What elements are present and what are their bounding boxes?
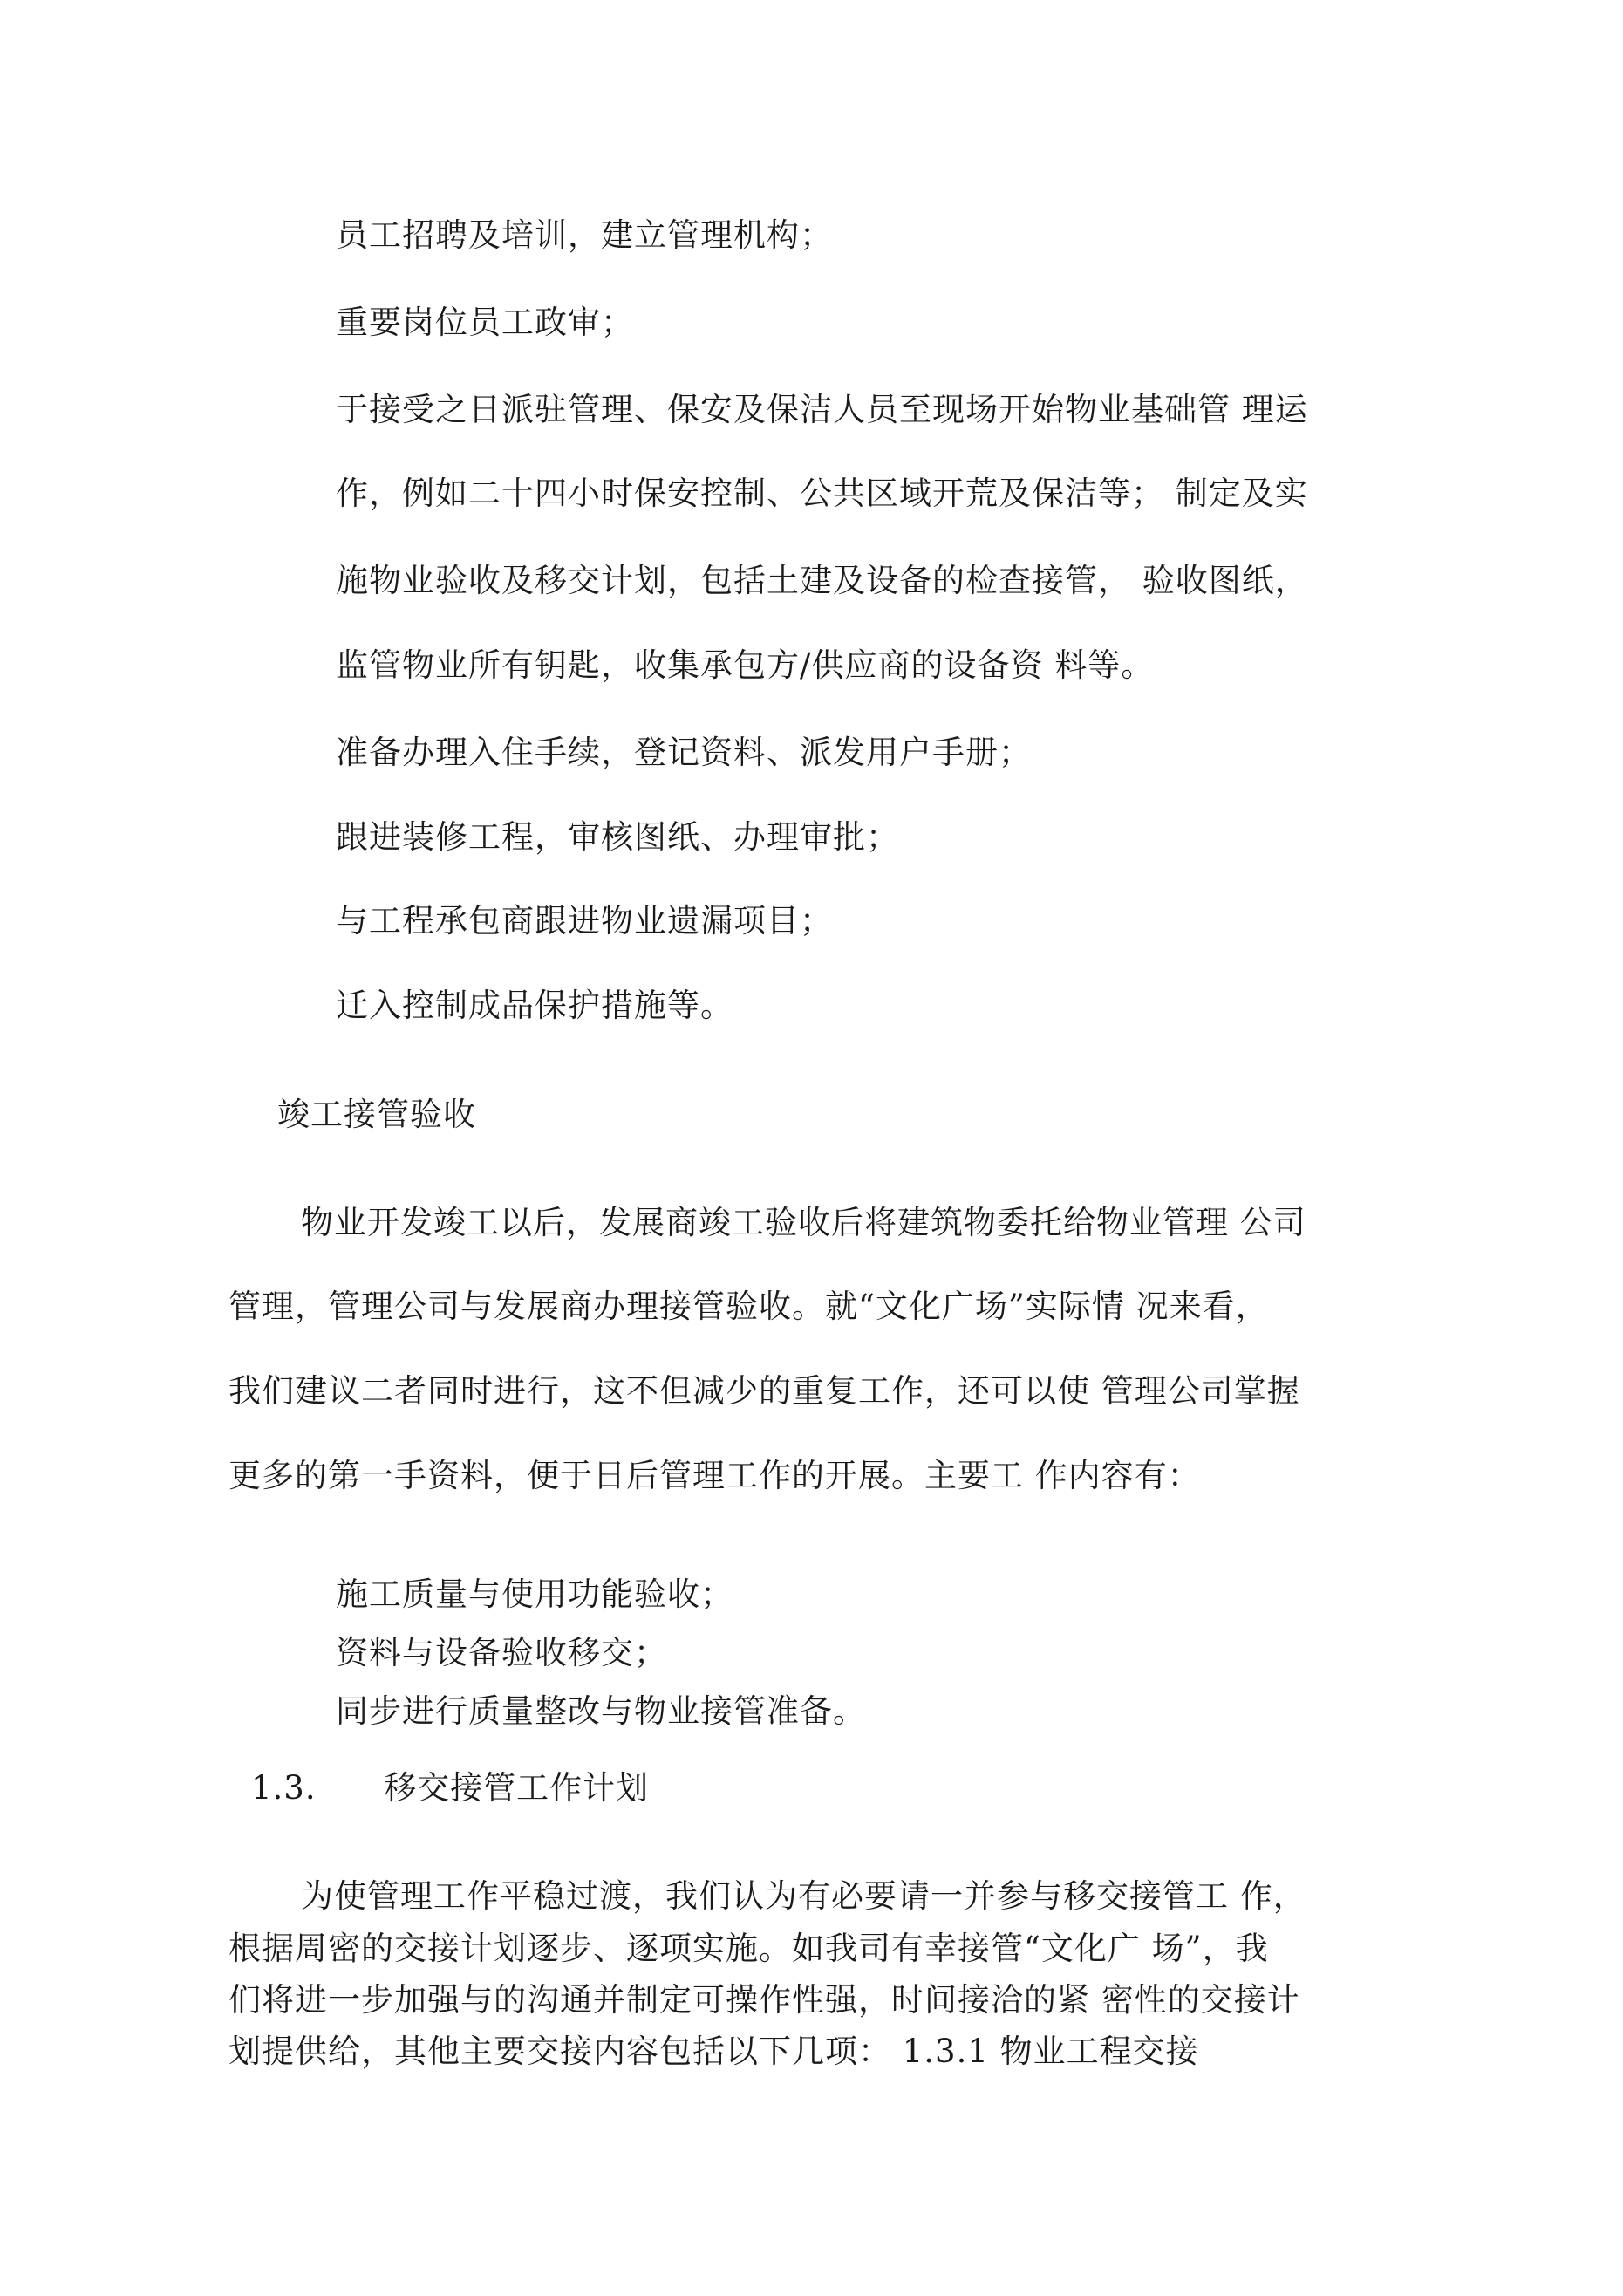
list-item: 作，例如二十四小时保安控制、公共区域开荒及保洁等； 制定及实	[336, 475, 1308, 512]
list-item: 与工程承包商跟进物业遗漏项目；	[336, 902, 833, 940]
paragraph-line: 根据周密的交接计划逐步、逐项实施。如我司有幸接管“文化广 场”，我	[228, 1930, 1269, 1967]
paragraph-line: 我们建议二者同时进行，这不但减少的重复工作，还可以使 管理公司掌握	[228, 1372, 1300, 1410]
paragraph-line: 管理，管理公司与发展商办理接管验收。就“文化广场”实际情 况来看，	[228, 1288, 1269, 1325]
paragraph-line: 们将进一步加强与的沟通并制定可操作性强，时间接洽的紧 密性的交接计	[228, 1981, 1300, 2019]
list-item: 跟进装修工程，审核图纸、办理审批；	[336, 818, 899, 856]
section-heading	[251, 1769, 649, 1807]
section-heading: 竣工接管验收	[277, 1096, 476, 1133]
paragraph-line: 物业开发竣工以后，发展商竣工验收后将建筑物委托给物业管理 公司	[301, 1204, 1306, 1241]
list-item: 重要岗位员工政审；	[336, 304, 634, 341]
paragraph-line: 更多的第一手资料，便于日后管理工作的开展。主要工 作内容有：	[228, 1457, 1201, 1494]
list-item: 资料与设备验收移交；	[336, 1634, 667, 1671]
list-item: 于接受之日派驻管理、保安及保洁人员至现场开始物业基础管 理运	[336, 391, 1308, 428]
paragraph-line: 划提供给，其他主要交接内容包括以下几项： 1.3.1 物业工程交接	[228, 2033, 1199, 2070]
section-number: 1.3.	[251, 1769, 317, 1807]
list-item: 同步进行质量整改与物业接管准备。	[336, 1692, 866, 1730]
list-item: 施物业验收及移交计划，包括土建及设备的检查接管， 验收图纸，	[336, 562, 1308, 599]
list-item: 迁入控制成品保护措施等。	[336, 987, 733, 1024]
list-item: 准备办理入住手续，登记资料、派发用户手册；	[336, 734, 1032, 771]
list-item: 施工质量与使用功能验收；	[336, 1575, 733, 1613]
list-item: 员工招聘及培训，建立管理机构；	[336, 216, 833, 254]
paragraph-line: 为使管理工作平稳过渡，我们认为有必要请一并参与移交接管工 作，	[301, 1877, 1306, 1915]
list-item: 监管物业所有钥匙，收集承包方/供应商的设备资 料等。	[336, 646, 1155, 684]
section-title: 移交接管工作计划	[384, 1769, 650, 1807]
